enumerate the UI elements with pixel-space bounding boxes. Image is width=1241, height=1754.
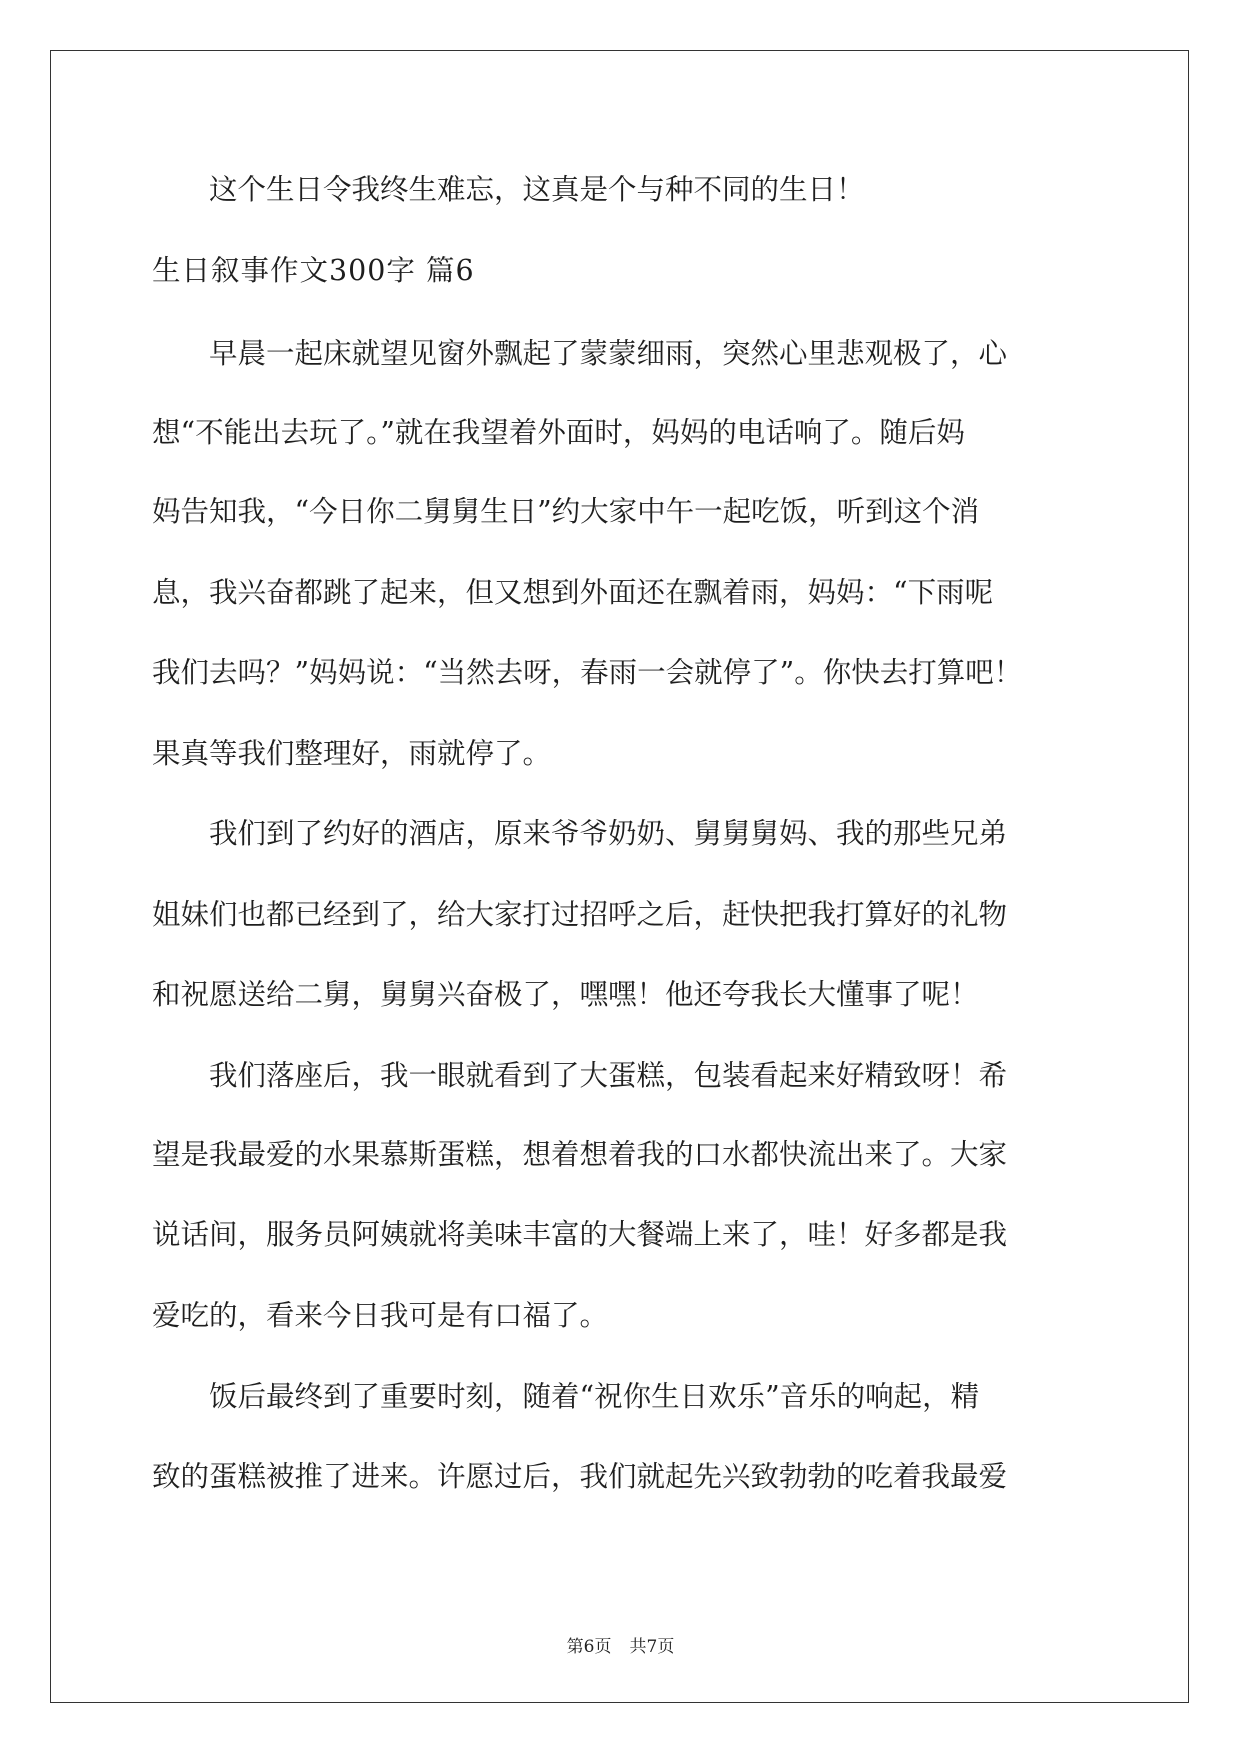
paragraph-line: 说话间，服务员阿姨就将美味丰富的大餐端上来了，哇！好多都是我 (152, 1218, 1008, 1251)
page-total: 共7页 (629, 1637, 675, 1657)
paragraph-line: 和祝愿送给二舅，舅舅兴奋极了，嘿嘿！他还夸我长大懂事了呢！ (152, 978, 979, 1011)
paragraph-line: 果真等我们整理好，雨就停了。 (152, 737, 552, 770)
page-number: 第6页 (566, 1637, 612, 1657)
paragraph-line: 早晨一起床就望见窗外飘起了蒙蒙细雨，突然心里悲观极了，心 (152, 337, 1008, 370)
section-heading: 生日叙事作文300字 篇6 (152, 254, 475, 287)
paragraph-line: 息，我兴奋都跳了起来，但又想到外面还在飘着雨，妈妈：“下雨呢 (152, 576, 994, 609)
paragraph-line: 望是我最爱的水果慕斯蛋糕，想着想着我的口水都快流出来了。大家 (152, 1138, 1008, 1171)
paragraph-line: 这个生日令我终生难忘，这真是个与种不同的生日！ (152, 173, 865, 206)
paragraph-line: 妈告知我，“今日你二舅舅生日”约大家中午一起吃饭，听到这个消 (152, 495, 980, 528)
page-footer (0, 1632, 1241, 1657)
page-border (50, 50, 1189, 1703)
paragraph-line: 我们去吗？”妈妈说：“当然去呀，春雨一会就停了”。你快去打算吧！ (152, 656, 1023, 689)
paragraph-line: 姐妹们也都已经到了，给大家打过招呼之后，赶快把我打算好的礼物 (152, 898, 1008, 931)
paragraph-line: 爱吃的，看来今日我可是有口福了。 (152, 1299, 609, 1332)
paragraph-line: 饭后最终到了重要时刻，随着“祝你生日欢乐”音乐的响起，精 (152, 1380, 980, 1413)
paragraph-line: 致的蛋糕被推了进来。许愿过后，我们就起先兴致勃勃的吃着我最爱 (152, 1460, 1008, 1493)
paragraph-line: 我们落座后，我一眼就看到了大蛋糕，包装看起来好精致呀！希 (152, 1059, 1008, 1092)
paragraph-line: 我们到了约好的酒店，原来爷爷奶奶、舅舅舅妈、我的那些兄弟 (152, 817, 1008, 850)
paragraph-line: 想“不能出去玩了。”就在我望着外面时，妈妈的电话响了。随后妈 (152, 416, 965, 449)
